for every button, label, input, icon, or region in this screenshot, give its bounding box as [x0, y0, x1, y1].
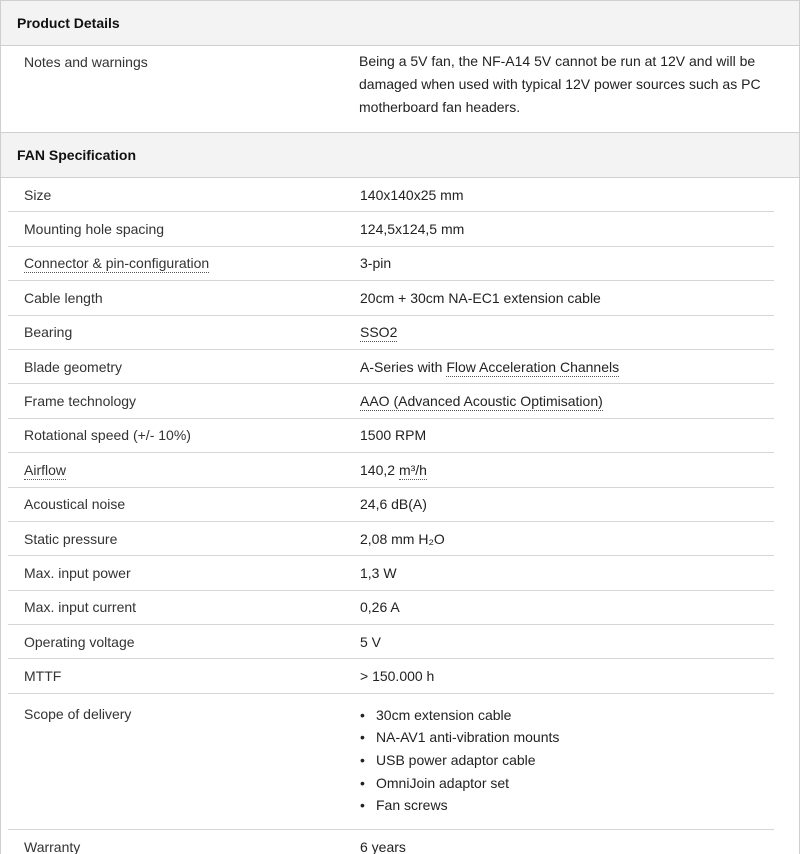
spec-label: Max. input power [24, 564, 131, 581]
spec-row-power [8, 556, 774, 590]
spec-label: MTTF [24, 668, 62, 685]
flow-channels-link[interactable]: Flow Acceleration Channels [446, 358, 620, 375]
connector-link[interactable]: Connector & pin-configuration [24, 255, 210, 272]
notes-label: Notes and warnings [24, 54, 148, 70]
spec-label: Frame technology [24, 393, 137, 410]
spec-label: Cable length [24, 289, 103, 306]
spec-row-speed [8, 419, 774, 453]
spec-label-connector[interactable] [8, 255, 342, 271]
spec-value: 3-pin [360, 255, 392, 272]
spec-value: 1,3 W [360, 564, 397, 581]
spec-label: Operating voltage [24, 633, 135, 650]
list-item: • NA-AV1 anti-vibration mounts [360, 726, 774, 749]
spec-value: 24,6 dB(A) [360, 496, 427, 513]
spec-value: > 150.000 h [360, 668, 435, 685]
list-item: • 30cm extension cable [360, 704, 774, 727]
aao-link[interactable]: AAO (Advanced Acoustic Optimisation) [360, 393, 603, 410]
spec-row-frame [8, 384, 774, 418]
spec-label: Bearing [24, 324, 73, 341]
spec-value: 124,5x124,5 mm [360, 221, 465, 238]
scope-list [360, 704, 774, 817]
list-item: • OmniJoin adaptor set [360, 772, 774, 795]
spec-label-airflow[interactable] [8, 462, 342, 478]
spec-value-bearing[interactable] [342, 324, 774, 340]
spec-row-current [8, 591, 774, 625]
airflow-link[interactable]: Airflow [24, 461, 67, 478]
spec-row-connector [8, 247, 774, 281]
spec-value-frame[interactable] [342, 393, 774, 409]
airflow-number: 140,2 [360, 461, 399, 478]
spec-label: Scope of delivery [24, 705, 132, 722]
spec-value: 140x140x25 mm [360, 186, 464, 203]
spec-row-airflow [8, 453, 774, 487]
spec-label: Acoustical noise [24, 496, 126, 513]
spec-row-scope [8, 694, 774, 830]
product-details-heading: Product Details [1, 0, 799, 46]
spec-value: 1500 RPM [360, 427, 427, 444]
scope-list-wrap [342, 706, 774, 817]
spec-label: Size [24, 186, 52, 203]
list-item: • USB power adaptor cable [360, 749, 774, 772]
spec-value-blade [342, 359, 774, 375]
spec-row-noise [8, 488, 774, 522]
spec-value: 5 V [360, 633, 382, 650]
spec-row-voltage [8, 625, 774, 659]
spec-row-blade [8, 350, 774, 384]
spec-label: Rotational speed (+/- 10%) [24, 427, 191, 444]
spec-row-cable [8, 281, 774, 315]
spec-label: Max. input current [24, 599, 137, 616]
spec-row-size [8, 178, 774, 212]
spec-label: Blade geometry [24, 358, 123, 375]
spec-row-bearing [8, 316, 774, 350]
spec-label-warranty[interactable] [8, 839, 342, 854]
spec-value: 2,08 mm H₂O [360, 530, 445, 547]
spec-row-mttf [8, 659, 774, 693]
spec-table [8, 178, 774, 854]
airflow-unit-link[interactable]: m³/h [398, 461, 427, 478]
notes-value: Being a 5V fan, the NF-A14 5V cannot be run at 12V and will be damaged when used with typical 12V power sources such as PC motherboard fan headers. [359, 53, 761, 115]
bearing-link[interactable]: SSO2 [360, 324, 398, 341]
spec-label: Static pressure [24, 530, 118, 547]
notes-row [1, 46, 799, 132]
spec-row-mounting [8, 212, 774, 246]
spec-label: Mounting hole spacing [24, 221, 165, 238]
blade-prefix: A-Series with [360, 358, 447, 375]
spec-row-warranty [8, 830, 774, 854]
warranty-link[interactable]: Warranty [24, 839, 80, 854]
spec-value-airflow [342, 462, 774, 478]
fan-spec-heading: FAN Specification [1, 132, 799, 178]
spec-value: 20cm + 30cm NA-EC1 extension cable [360, 289, 601, 306]
spec-row-pressure [8, 522, 774, 556]
list-item: • Fan screws [360, 794, 774, 817]
spec-value: 0,26 A [360, 599, 400, 616]
spec-value: 6 years [360, 838, 406, 854]
